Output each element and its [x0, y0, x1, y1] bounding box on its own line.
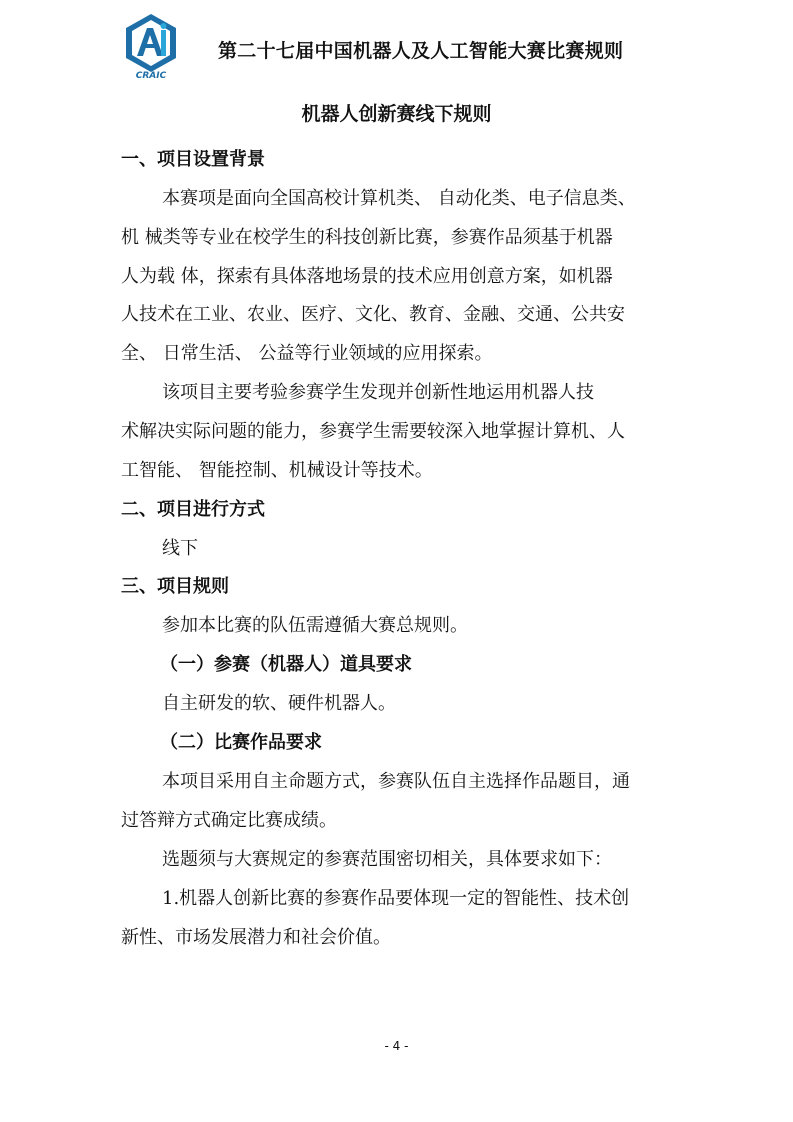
header-title: 第二十七届中国机器人及人工智能大赛比赛规则: [218, 40, 624, 62]
paragraph-line: 人为载 体，探索有具体落地场景的技术应用创意方案，如机器: [121, 266, 613, 287]
section-1-heading: 一、项目设置背景: [121, 149, 265, 170]
document-title: 机器人创新赛线下规则: [301, 103, 492, 125]
subsection-2-heading: （二）比赛作品要求: [160, 732, 322, 753]
paragraph-line: 本赛项是面向全国高校计算机类、 自动化类、电子信息类、: [162, 188, 636, 209]
logo-text: CRAIC: [135, 71, 167, 80]
subsection-1-heading: （一）参赛（机器人）道具要求: [160, 654, 412, 675]
paragraph-line: 全、 日常生活、 公益等行业领域的应用探索。: [121, 343, 493, 364]
paragraph-line: 线下: [162, 538, 198, 559]
section-3-heading: 三、项目规则: [121, 576, 229, 597]
paragraph-line: 新性、市场发展潜力和社会价值。: [121, 927, 391, 948]
paragraph-line: 过答辩方式确定比赛成绩。: [121, 810, 337, 831]
paragraph-line: 自主研发的软、硬件机器人。: [162, 693, 396, 714]
paragraph-line: 参加本比赛的队伍需遵循大赛总规则。: [162, 615, 468, 636]
paragraph-line: 本项目采用自主命题方式，参赛队伍自主选择作品题目，通: [162, 771, 630, 792]
craic-logo: [120, 12, 182, 80]
paragraph-line: 工智能、 智能控制、机械设计等技术。: [121, 460, 433, 481]
page-number: - 4 -: [384, 1039, 409, 1053]
paragraph-line: 1.机器人创新比赛的参赛作品要体现一定的智能性、技术创: [162, 888, 630, 909]
paragraph-line: 选题须与大赛规定的参赛范围密切相关，具体要求如下：: [162, 849, 612, 870]
paragraph-line: 术解决实际问题的能力，参赛学生需要较深入地掌握计算机、人: [121, 421, 625, 442]
craic-logo-icon: [120, 12, 182, 80]
section-2-heading: 二、项目进行方式: [121, 499, 265, 520]
paragraph-line: 人技术在工业、农业、医疗、文化、教育、金融、交通、公共安: [121, 304, 625, 325]
paragraph-line: 该项目主要考验参赛学生发现并创新性地运用机器人技: [162, 382, 594, 403]
paragraph-line: 机 械类等专业在校学生的科技创新比赛，参赛作品须基于机器: [121, 227, 613, 248]
